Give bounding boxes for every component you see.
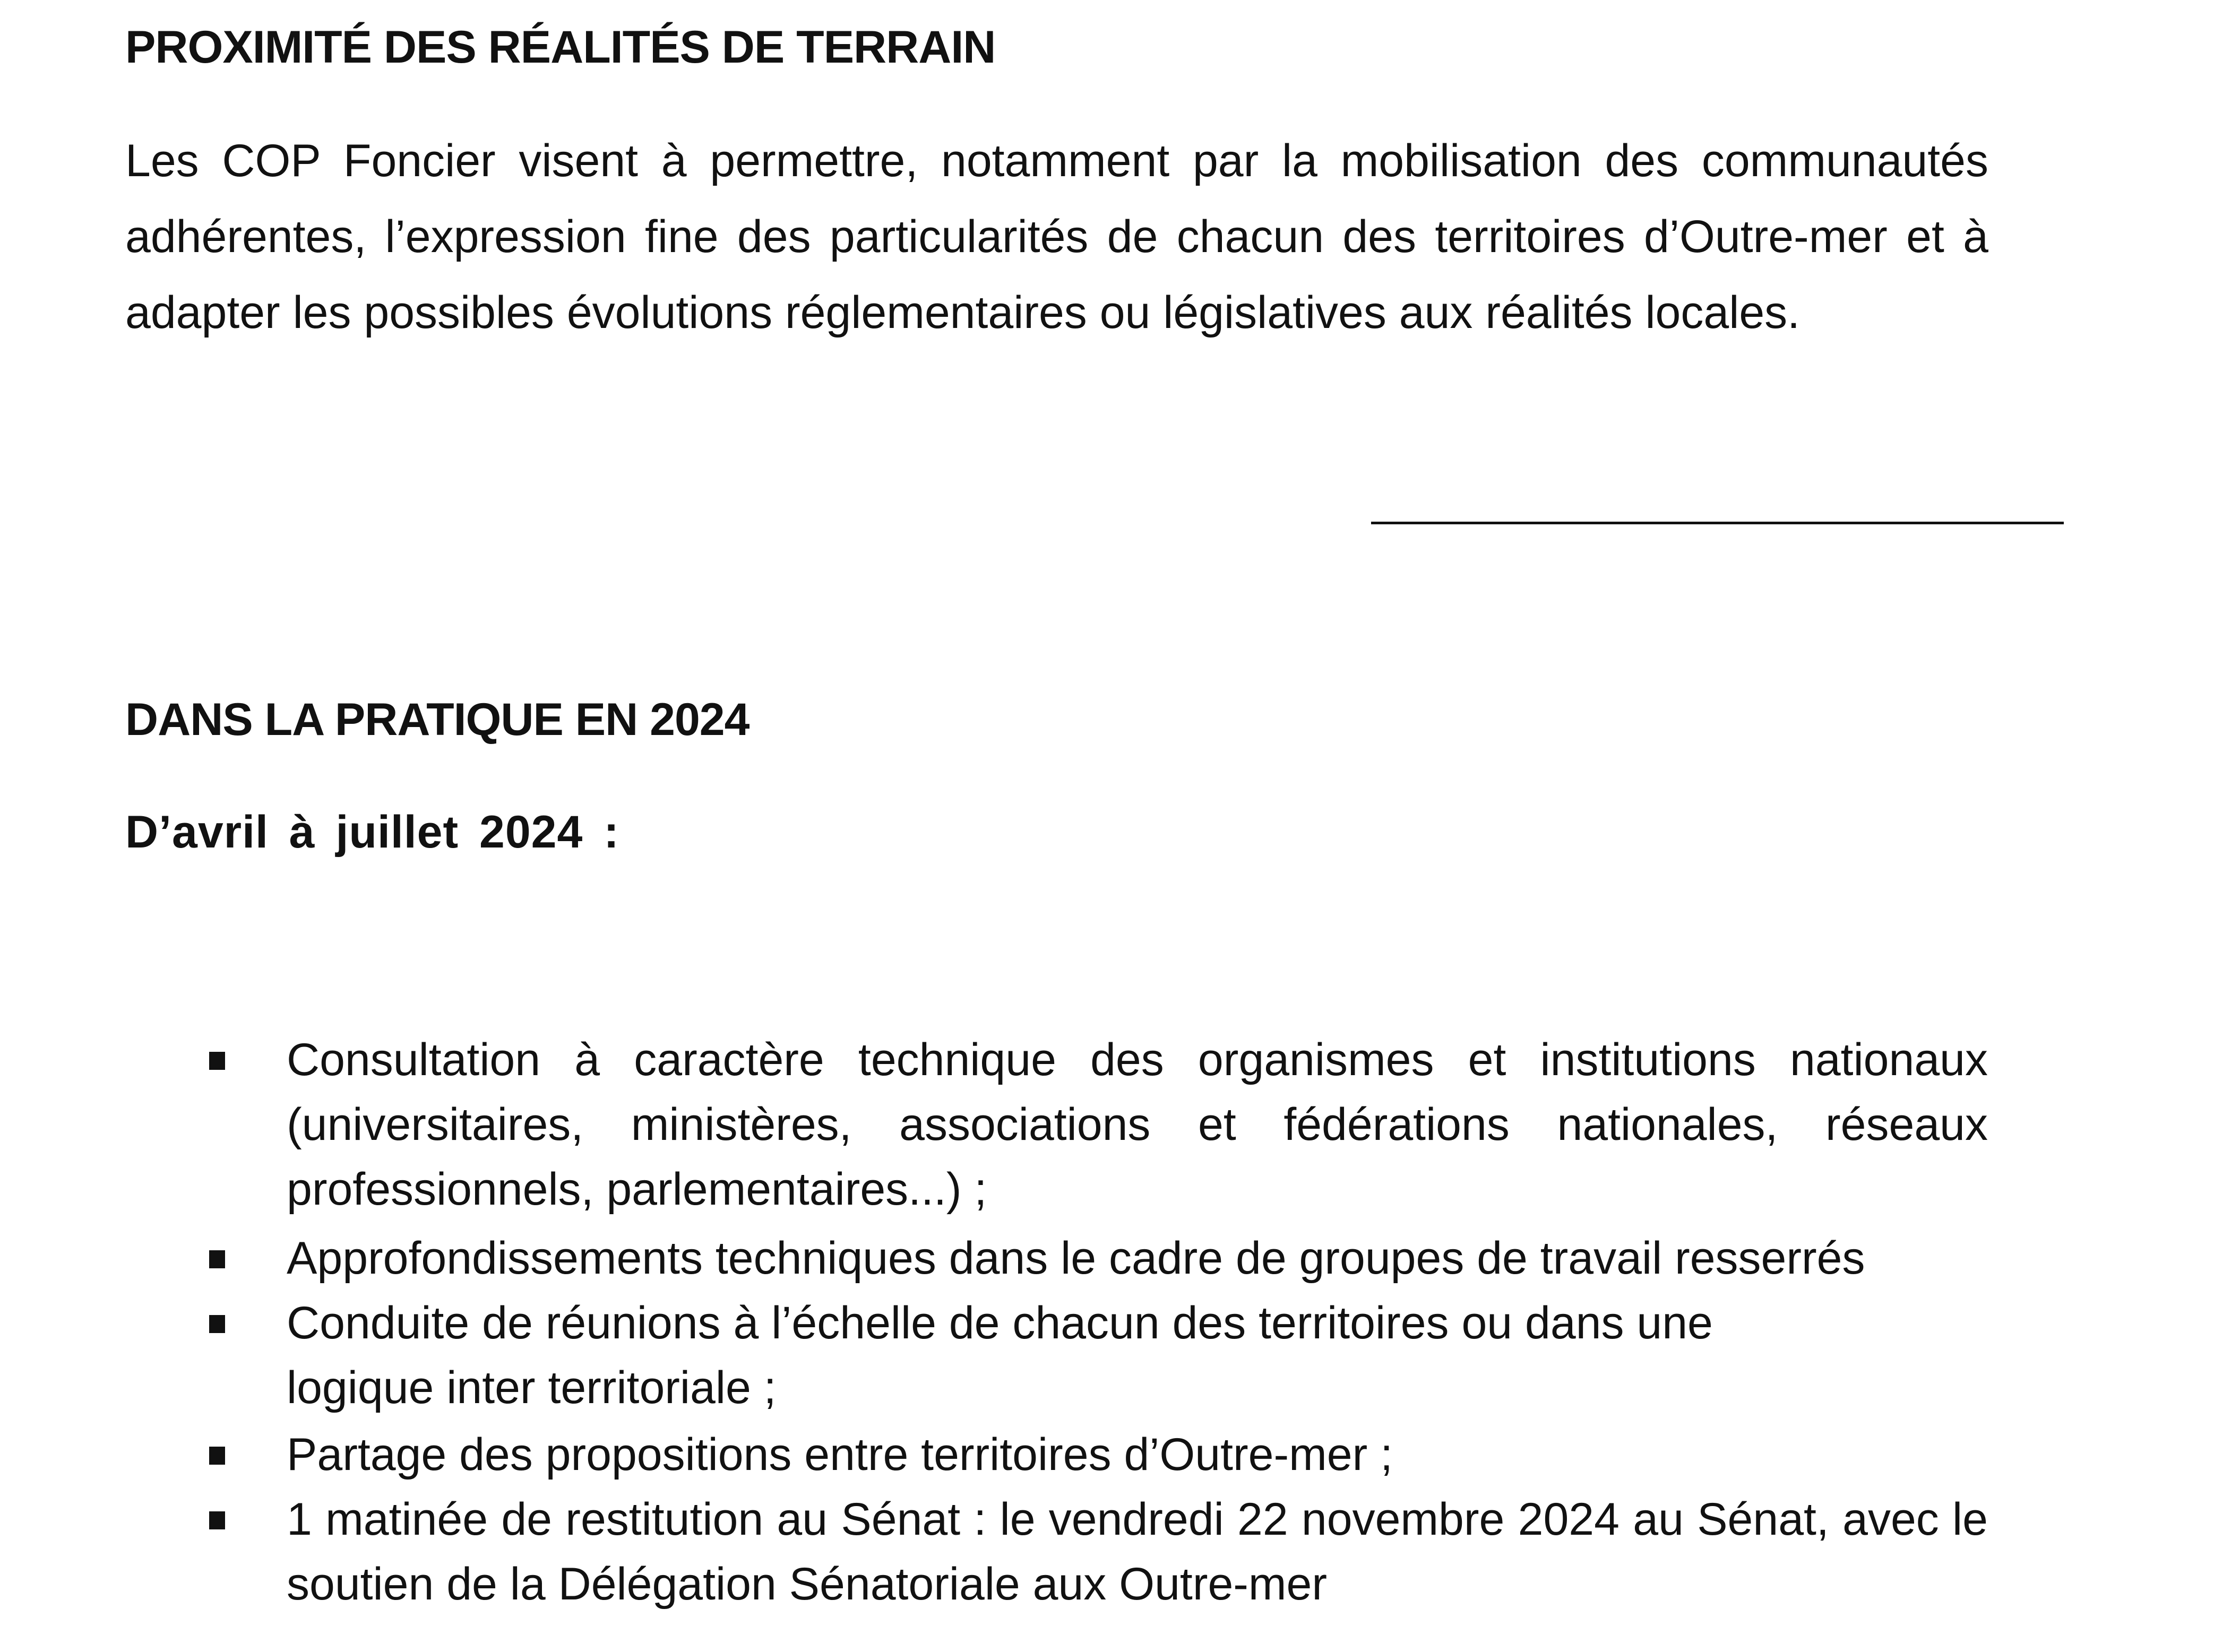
list-item	[287, 1291, 1826, 1420]
list-item	[287, 1226, 2060, 1291]
list-item-text: Conduite de réunions à l’échelle de chacun des territoires ou dans une logique inter territoriale ;	[287, 1298, 1713, 1413]
list-item-text: Approfondissements techniques dans le cadre de groupes de travail resserrés	[287, 1233, 1865, 1284]
section-divider	[1371, 522, 2064, 524]
square-bullet-icon	[209, 1052, 225, 1070]
list-item-text: Consultation à caractère technique des organismes et institutions nationaux (universitaires, ministères, associations et fédérations nationales, réseaux professionnels, parlementaires...) ;	[287, 1034, 1988, 1215]
square-bullet-icon	[209, 1511, 225, 1529]
list-item	[287, 1487, 1988, 1616]
section-heading-pratique: DANS LA PRATIQUE EN 2024	[125, 694, 750, 745]
period-subheading: D’avril à juillet 2024 :	[125, 807, 619, 858]
list-item	[287, 1027, 1988, 1222]
section-heading-proximite: PROXIMITÉ DES RÉALITÉS DE TERRAIN	[125, 22, 996, 73]
list-item-text: Partage des propositions entre territoires d’Outre-mer ;	[287, 1429, 1393, 1480]
square-bullet-icon	[209, 1315, 225, 1333]
square-bullet-icon	[209, 1250, 225, 1268]
square-bullet-icon	[209, 1447, 225, 1465]
list-item-text: 1 matinée de restitution au Sénat : le vendredi 22 novembre 2024 au Sénat, avec le soutien de la Délégation Sénatoriale aux Outre-mer	[287, 1494, 1988, 1610]
intro-paragraph: Les COP Foncier visent à permettre, notamment par la mobilisation des communautés adhérentes, l’expression fine des particularités de chacun des territoires d’Outre-mer et à adapter les possibles évolutions réglementaires ou législatives aux réalités locales.	[125, 135, 1988, 338]
list-item	[287, 1422, 1988, 1487]
